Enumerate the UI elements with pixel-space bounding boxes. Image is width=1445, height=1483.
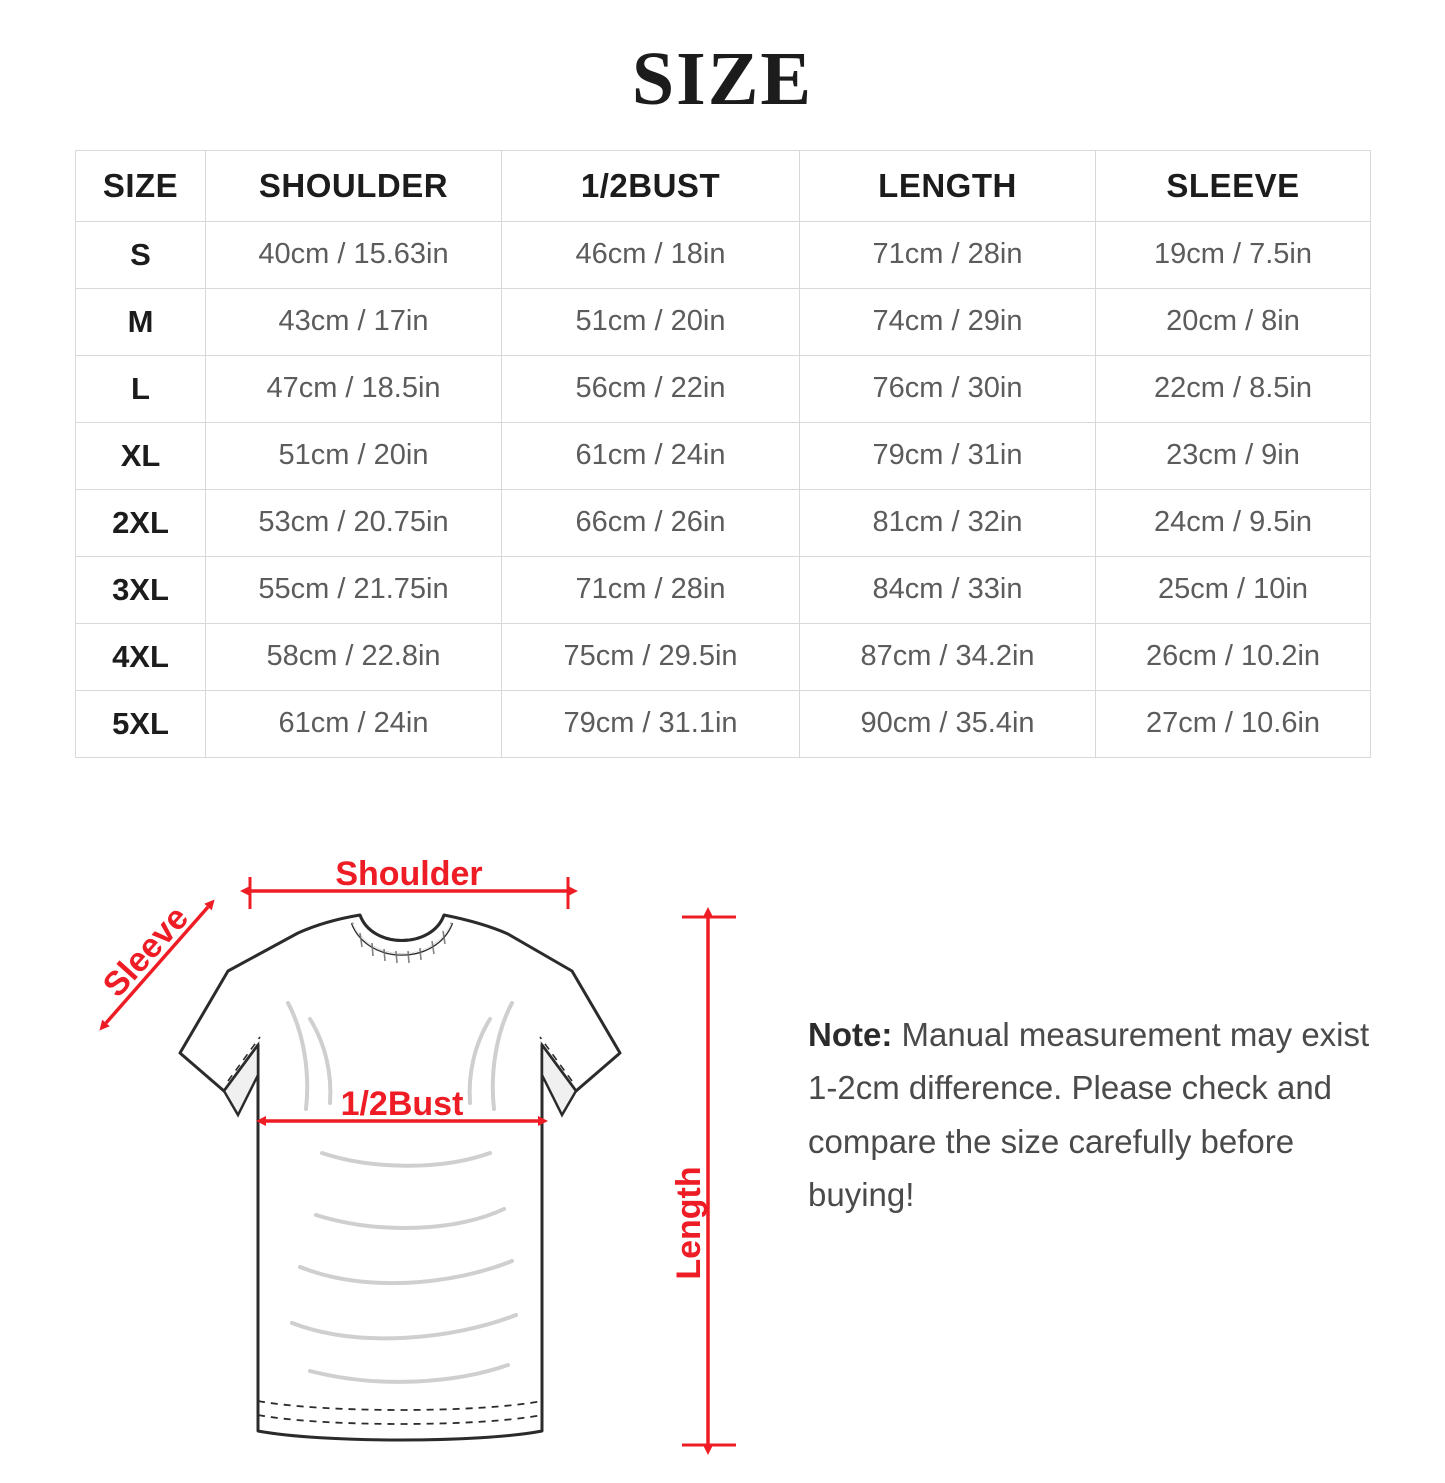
cell-size: XL: [76, 422, 206, 489]
shoulder-label: Shoulder: [335, 855, 483, 893]
cell-bust: 66cm / 26in: [502, 489, 800, 556]
cell-size: M: [76, 288, 206, 355]
cell-shoulder: 51cm / 20in: [206, 422, 502, 489]
cell-length: 79cm / 31in: [800, 422, 1096, 489]
table-row: [76, 690, 1371, 757]
cell-length: 71cm / 28in: [800, 221, 1096, 288]
cell-bust: 79cm / 31.1in: [502, 690, 800, 757]
sleeve-measure: [96, 899, 208, 1023]
tshirt-outline: [180, 915, 620, 1440]
cell-bust: 46cm / 18in: [502, 221, 800, 288]
note-label: Note:: [808, 1016, 893, 1053]
column-header-sleeve: SLEEVE: [1096, 150, 1371, 221]
cell-shoulder: 53cm / 20.75in: [206, 489, 502, 556]
length-label: Length: [670, 1166, 708, 1280]
cell-length: 76cm / 30in: [800, 355, 1096, 422]
cell-length: 90cm / 35.4in: [800, 690, 1096, 757]
cell-sleeve: 24cm / 9.5in: [1096, 489, 1371, 556]
tshirt-diagram: [60, 823, 800, 1463]
cell-sleeve: 25cm / 10in: [1096, 556, 1371, 623]
table-header-row: [76, 150, 1371, 221]
cell-size: 2XL: [76, 489, 206, 556]
cell-sleeve: 20cm / 8in: [1096, 288, 1371, 355]
cell-sleeve: 26cm / 10.2in: [1096, 623, 1371, 690]
cell-sleeve: 22cm / 8.5in: [1096, 355, 1371, 422]
cell-sleeve: 19cm / 7.5in: [1096, 221, 1371, 288]
note-block: [808, 1008, 1388, 1222]
cell-size: L: [76, 355, 206, 422]
cell-shoulder: 61cm / 24in: [206, 690, 502, 757]
cell-bust: 75cm / 29.5in: [502, 623, 800, 690]
cell-bust: 61cm / 24in: [502, 422, 800, 489]
column-header-length: LENGTH: [800, 150, 1096, 221]
bust-label: 1/2Bust: [340, 1085, 464, 1123]
table-row: [76, 221, 1371, 288]
cell-length: 74cm / 29in: [800, 288, 1096, 355]
cell-length: 87cm / 34.2in: [800, 623, 1096, 690]
measurement-diagram-area: [0, 813, 1445, 1483]
column-header-shoulder: SHOULDER: [206, 150, 502, 221]
cell-bust: 56cm / 22in: [502, 355, 800, 422]
cell-sleeve: 23cm / 9in: [1096, 422, 1371, 489]
sleeve-label: Sleeve: [95, 898, 197, 1005]
cell-length: 81cm / 32in: [800, 489, 1096, 556]
cell-size: 4XL: [76, 623, 206, 690]
cell-size: 5XL: [76, 690, 206, 757]
cell-shoulder: 43cm / 17in: [206, 288, 502, 355]
size-chart-table: [75, 150, 1371, 758]
table-row: [76, 422, 1371, 489]
column-header-size: SIZE: [76, 150, 206, 221]
cell-shoulder: 47cm / 18.5in: [206, 355, 502, 422]
cell-bust: 51cm / 20in: [502, 288, 800, 355]
table-row: [76, 355, 1371, 422]
table-row: [76, 288, 1371, 355]
table-row: [76, 556, 1371, 623]
cell-shoulder: 58cm / 22.8in: [206, 623, 502, 690]
length-measure: [670, 917, 736, 1445]
cell-size: S: [76, 221, 206, 288]
cell-sleeve: 27cm / 10.6in: [1096, 690, 1371, 757]
size-chart-table-wrapper: [75, 150, 1370, 758]
cell-bust: 71cm / 28in: [502, 556, 800, 623]
cell-shoulder: 40cm / 15.63in: [206, 221, 502, 288]
column-header-bust: 1/2BUST: [502, 150, 800, 221]
shoulder-measure: [250, 855, 568, 909]
cell-shoulder: 55cm / 21.75in: [206, 556, 502, 623]
table-row: [76, 623, 1371, 690]
cell-size: 3XL: [76, 556, 206, 623]
cell-length: 84cm / 33in: [800, 556, 1096, 623]
page-title: SIZE: [631, 37, 814, 121]
note-text: Manual measurement may exist 1-2cm difference. Please check and compare the size carefully before buying!: [808, 1016, 1370, 1214]
table-row: [76, 489, 1371, 556]
